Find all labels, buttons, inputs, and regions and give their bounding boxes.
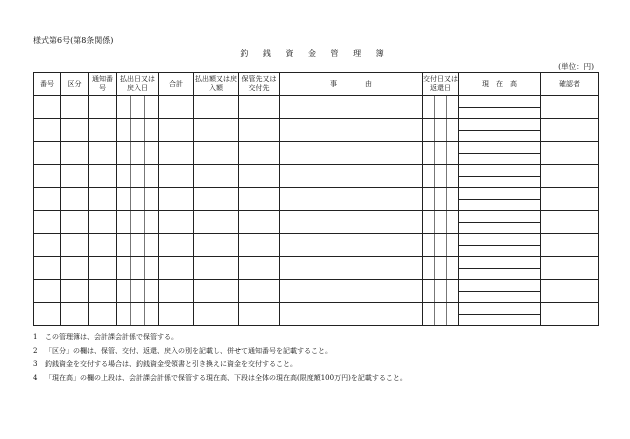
table-row	[34, 119, 599, 142]
cell-custodian[interactable]	[239, 188, 280, 211]
cell-balance[interactable]	[459, 96, 541, 119]
form-number: 様式第6号(第8条関係)	[33, 36, 114, 45]
cell-total[interactable]	[159, 303, 194, 326]
cell-custodian[interactable]	[239, 119, 280, 142]
table-row	[34, 257, 599, 280]
cell-number[interactable]	[34, 234, 61, 257]
cell-reason[interactable]	[280, 280, 423, 303]
table-row	[34, 142, 599, 165]
table-row	[34, 165, 599, 188]
cell-reason[interactable]	[280, 96, 423, 119]
cell-confirmer[interactable]	[541, 211, 599, 234]
cell-custodian[interactable]	[239, 303, 280, 326]
cell-total[interactable]	[159, 142, 194, 165]
cell-issue-date[interactable]	[423, 96, 459, 119]
cell-total[interactable]	[159, 257, 194, 280]
note-item: 4 「現在高」の欄の上段は、会計課会計係で保管する現在高、下段は全体の現在高(限度額100万円)を記載すること。	[33, 373, 407, 382]
cell-balance[interactable]	[459, 211, 541, 234]
cell-notice-no[interactable]	[89, 234, 117, 257]
cell-balance[interactable]	[459, 280, 541, 303]
cell-paid-amount[interactable]	[194, 96, 239, 119]
cell-category[interactable]	[61, 165, 89, 188]
cell-notice-no[interactable]	[89, 257, 117, 280]
cell-issue-date[interactable]	[423, 211, 459, 234]
cell-reason[interactable]	[280, 211, 423, 234]
header-row	[34, 73, 599, 96]
cell-number[interactable]	[34, 188, 61, 211]
header-number: 番号	[34, 73, 61, 96]
cell-paid-amount[interactable]	[194, 188, 239, 211]
cell-notice-no[interactable]	[89, 303, 117, 326]
cell-notice-no[interactable]	[89, 211, 117, 234]
cell-custodian[interactable]	[239, 280, 280, 303]
cell-confirmer[interactable]	[541, 96, 599, 119]
cell-reason[interactable]	[280, 119, 423, 142]
cell-number[interactable]	[34, 142, 61, 165]
cell-confirmer[interactable]	[541, 142, 599, 165]
header-notice-no: 通知番号	[89, 73, 117, 96]
table-row	[34, 96, 599, 119]
cell-notice-no[interactable]	[89, 119, 117, 142]
cell-paid-date[interactable]	[117, 234, 159, 257]
cell-paid-date[interactable]	[117, 211, 159, 234]
table-row	[34, 234, 599, 257]
cell-category[interactable]	[61, 234, 89, 257]
cell-confirmer[interactable]	[541, 234, 599, 257]
cell-total[interactable]	[159, 188, 194, 211]
cell-paid-amount[interactable]	[194, 234, 239, 257]
cell-paid-date[interactable]	[117, 188, 159, 211]
cell-category[interactable]	[61, 211, 89, 234]
header-custodian: 保管先又は交付先	[239, 73, 280, 96]
cell-paid-date[interactable]	[117, 142, 159, 165]
note-item: 3 釣銭資金を交付する場合は、釣銭資金受領書と引き換えに資金を交付すること。	[33, 360, 297, 368]
cell-paid-amount[interactable]	[194, 119, 239, 142]
cell-confirmer[interactable]	[541, 188, 599, 211]
header-category: 区分	[61, 73, 89, 96]
header-issue-date: 交付日又は返還日	[423, 73, 459, 96]
notes	[33, 331, 407, 385]
table-row	[34, 280, 599, 303]
cell-reason[interactable]	[280, 234, 423, 257]
cell-issue-date[interactable]	[423, 142, 459, 165]
unit-label: (単位：円)	[558, 62, 594, 71]
header-reason: 事 由	[280, 73, 423, 96]
cell-paid-date[interactable]	[117, 280, 159, 303]
cell-issue-date[interactable]	[423, 188, 459, 211]
cell-reason[interactable]	[280, 142, 423, 165]
cell-confirmer[interactable]	[541, 303, 599, 326]
header-paid-date: 払出日又は戻入日	[117, 73, 159, 96]
cell-paid-amount[interactable]	[194, 211, 239, 234]
cell-paid-amount[interactable]	[194, 303, 239, 326]
header-paid-amount: 払出額又は戻入額	[194, 73, 239, 96]
cell-balance[interactable]	[459, 257, 541, 280]
cell-total[interactable]	[159, 119, 194, 142]
cell-balance[interactable]	[459, 165, 541, 188]
cell-balance[interactable]	[459, 188, 541, 211]
table-row	[34, 211, 599, 234]
cell-issue-date[interactable]	[423, 257, 459, 280]
cell-category[interactable]	[61, 119, 89, 142]
cell-paid-amount[interactable]	[194, 257, 239, 280]
cell-total[interactable]	[159, 96, 194, 119]
cell-number[interactable]	[34, 303, 61, 326]
cell-issue-date[interactable]	[423, 303, 459, 326]
header-confirmer: 確認者	[541, 73, 599, 96]
cell-custodian[interactable]	[239, 211, 280, 234]
cell-issue-date[interactable]	[423, 234, 459, 257]
note-item: 2 「区分」の欄は、保管、交付、返還、戻入の別を記載し、併せて通知番号を記載すること。	[33, 346, 332, 355]
cell-notice-no[interactable]	[89, 142, 117, 165]
cell-custodian[interactable]	[239, 257, 280, 280]
cell-paid-date[interactable]	[117, 257, 159, 280]
cell-paid-date[interactable]	[117, 96, 159, 119]
cell-category[interactable]	[61, 142, 89, 165]
cell-custodian[interactable]	[239, 165, 280, 188]
cell-total[interactable]	[159, 211, 194, 234]
cell-issue-date[interactable]	[423, 165, 459, 188]
page-title: 釣 銭 資 金 管 理 簿	[240, 49, 390, 58]
cell-confirmer[interactable]	[541, 165, 599, 188]
cell-reason[interactable]	[280, 165, 423, 188]
cell-notice-no[interactable]	[89, 96, 117, 119]
cell-custodian[interactable]	[239, 142, 280, 165]
cell-confirmer[interactable]	[541, 257, 599, 280]
cell-notice-no[interactable]	[89, 188, 117, 211]
cell-number[interactable]	[34, 211, 61, 234]
cell-paid-amount[interactable]	[194, 280, 239, 303]
note-item: 1 この管理簿は、会計課会計係で保管する。	[33, 333, 178, 341]
cell-paid-date[interactable]	[117, 303, 159, 326]
cell-total[interactable]	[159, 280, 194, 303]
cell-paid-amount[interactable]	[194, 165, 239, 188]
cell-number[interactable]	[34, 96, 61, 119]
cell-category[interactable]	[61, 257, 89, 280]
cell-number[interactable]	[34, 257, 61, 280]
cell-number[interactable]	[34, 280, 61, 303]
cell-confirmer[interactable]	[541, 280, 599, 303]
cell-reason[interactable]	[280, 257, 423, 280]
cell-notice-no[interactable]	[89, 165, 117, 188]
cell-reason[interactable]	[280, 188, 423, 211]
cell-paid-date[interactable]	[117, 165, 159, 188]
cell-category[interactable]	[61, 280, 89, 303]
cell-issue-date[interactable]	[423, 119, 459, 142]
header-balance: 現 在 高	[459, 73, 541, 96]
cell-category[interactable]	[61, 303, 89, 326]
cell-custodian[interactable]	[239, 234, 280, 257]
table-row	[34, 303, 599, 326]
cell-balance[interactable]	[459, 303, 541, 326]
header-total: 合計	[159, 73, 194, 96]
cell-reason[interactable]	[280, 303, 423, 326]
cell-category[interactable]	[61, 188, 89, 211]
cell-number[interactable]	[34, 165, 61, 188]
cell-issue-date[interactable]	[423, 280, 459, 303]
cell-balance[interactable]	[459, 119, 541, 142]
cell-total[interactable]	[159, 234, 194, 257]
cell-balance[interactable]	[459, 234, 541, 257]
cell-number[interactable]	[34, 119, 61, 142]
cell-confirmer[interactable]	[541, 119, 599, 142]
cell-total[interactable]	[159, 165, 194, 188]
cell-balance[interactable]	[459, 142, 541, 165]
cell-paid-date[interactable]	[117, 119, 159, 142]
cell-paid-amount[interactable]	[194, 142, 239, 165]
cell-custodian[interactable]	[239, 96, 280, 119]
cell-category[interactable]	[61, 96, 89, 119]
cell-notice-no[interactable]	[89, 280, 117, 303]
table-row	[34, 188, 599, 211]
ledger-table	[33, 72, 599, 326]
